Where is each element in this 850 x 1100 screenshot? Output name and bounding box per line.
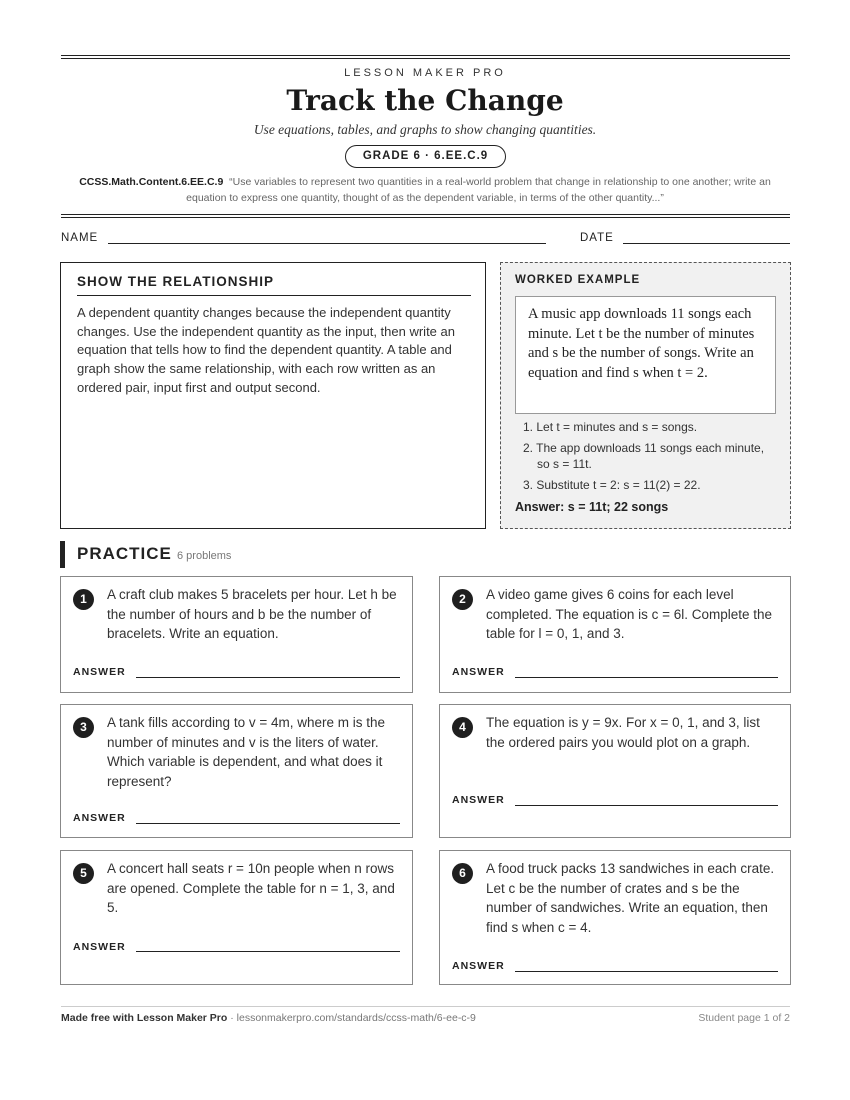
answer-field[interactable] — [136, 677, 400, 678]
footer-rule — [61, 1006, 790, 1007]
answer-field[interactable] — [136, 823, 400, 824]
answer-field[interactable] — [515, 971, 778, 972]
page-subtitle: Use equations, tables, and graphs to show changing quantities. — [253, 122, 597, 137]
footer-made-with: Made free with Lesson Maker Pro — [61, 1012, 228, 1024]
worked-example-panel — [500, 262, 791, 529]
practice-card-3 — [60, 704, 413, 838]
grade-badge: GRADE 6 · 6.EE.C.9 — [345, 145, 506, 168]
footer-credit — [61, 1012, 476, 1024]
worked-example-answer: Answer: s = 11t; 22 songs — [515, 500, 669, 514]
name-label: NAME — [61, 232, 99, 244]
name-field[interactable] — [108, 243, 546, 244]
worked-example-steps — [515, 419, 777, 498]
problem-number-badge: 2 — [452, 589, 473, 610]
page-title: Track the Change — [286, 84, 564, 117]
answer-label: ANSWER — [73, 666, 126, 678]
practice-card-4 — [439, 704, 791, 838]
practice-card-5 — [60, 850, 413, 985]
practice-title: PRACTICE — [77, 544, 172, 563]
standard-description — [66, 174, 784, 206]
problem-text: A food truck packs 13 sandwiches in each crate. Let c be the number of crates and s be the number of sandwiches. Write an equation, then find s when c = 4. — [486, 861, 775, 935]
answer-label: ANSWER — [452, 666, 505, 678]
problem-text: A concert hall seats r = 10n people when n rows are opened. Complete the table for n = 1, 3, and 5. — [107, 861, 395, 915]
practice-card-1 — [60, 576, 413, 693]
answer-label: ANSWER — [452, 794, 505, 806]
answer-label: ANSWER — [73, 941, 126, 953]
footer-url: · lessonmakerpro.com/standards/ccss-math/6-ee-c-9 — [227, 1012, 476, 1024]
worked-example-step: 3. Substitute t = 2: s = 11(2) = 22. — [523, 478, 701, 492]
practice-card-6 — [439, 850, 791, 985]
problem-number-badge: 6 — [452, 863, 473, 884]
answer-label: ANSWER — [73, 812, 126, 824]
problem-number-badge: 3 — [73, 717, 94, 738]
standard-text: “Use variables to represent two quantities in a real-world problem that change in relationship to one another; write an equation to express one quantity, thought of as the dependent variable, in terms of the other quantity...” — [186, 176, 771, 204]
top-rule — [61, 55, 790, 56]
problem-text: A tank fills according to v = 4m, where m is the number of minutes and v is the liters of water. Which variable is dependent, and what does it represent? — [107, 715, 385, 789]
worked-example-problem: A music app downloads 11 songs each minute. Let t be the number of minutes and s be the number of songs. Write an equation and find s when t = 2. — [515, 296, 776, 414]
answer-label: ANSWER — [452, 960, 505, 972]
practice-accent-bar — [60, 541, 65, 568]
practice-card-2 — [439, 576, 791, 693]
answer-field[interactable] — [136, 951, 400, 952]
header-bottom-rule — [61, 214, 790, 215]
answer-field[interactable] — [515, 677, 778, 678]
footer-page-number: Student page 1 of 2 — [698, 1012, 790, 1024]
practice-count: 6 problems — [177, 550, 232, 562]
show-relationship-heading: SHOW THE RELATIONSHIP — [77, 274, 471, 296]
show-relationship-body: A dependent quantity changes because the independent quantity changes. Use the independent quantity as the input, then write an equation that tells how to find the dependent quantity. A table and graph show the same relationship, with each row written as an ordered pair, input first and output second. — [77, 305, 455, 395]
problem-number-badge: 1 — [73, 589, 94, 610]
problem-number-badge: 4 — [452, 717, 473, 738]
problem-text: A video game gives 6 coins for each level completed. The equation is c = 6l. Complete the table for l = 0, 1, and 3. — [486, 587, 773, 641]
date-label: DATE — [580, 232, 614, 244]
brand-name: LESSON MAKER PRO — [344, 67, 506, 79]
problem-text: A craft club makes 5 bracelets per hour. Let h be the number of hours and b be the number of bracelets. Write an equation. — [107, 587, 397, 641]
show-relationship-panel — [60, 262, 486, 529]
standard-code: CCSS.Math.Content.6.EE.C.9 — [79, 176, 224, 188]
worked-example-step: 1. Let t = minutes and s = songs. — [523, 420, 698, 434]
problem-text: The equation is y = 9x. For x = 0, 1, and 3, list the ordered pairs you would plot on a graph. — [486, 715, 760, 750]
problem-number-badge: 5 — [73, 863, 94, 884]
worked-example-heading: WORKED EXAMPLE — [515, 274, 641, 286]
worked-example-step: 2. The app downloads 11 songs each minute, so s = 11t. — [523, 441, 765, 471]
date-field[interactable] — [623, 243, 790, 244]
answer-field[interactable] — [515, 805, 778, 806]
